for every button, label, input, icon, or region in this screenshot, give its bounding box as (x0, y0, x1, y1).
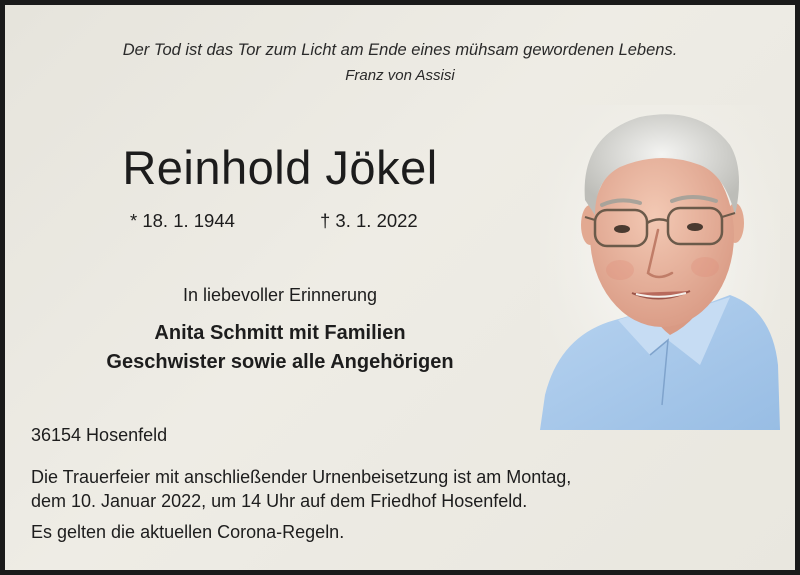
portrait-illustration (540, 105, 780, 430)
mourner-line: Geschwister sowie alle Angehörigen (106, 351, 454, 373)
death-date: † 3. 1. 2022 (320, 210, 418, 231)
portrait-photo (540, 105, 780, 430)
location: 36154 Hosenfeld (31, 425, 168, 445)
mourner-line: Anita Schmitt mit Familien (154, 322, 406, 344)
corona-note: Es gelten die aktuellen Corona-Regeln. (31, 522, 345, 542)
birth-date: * 18. 1. 1944 (130, 210, 235, 231)
mourners-list (5, 319, 555, 377)
ceremony-line: dem 10. Januar 2022, um 14 Uhr auf dem Friedhof Hosenfeld. (31, 491, 528, 511)
deceased-name: Reinhold Jökel (122, 141, 438, 194)
ceremony-info (31, 465, 731, 513)
quote-text: Der Tod ist das Tor zum Licht am Ende eines mühsam gewordenen Lebens. (122, 41, 678, 59)
quote-author: Franz von Assisi (345, 67, 455, 84)
ceremony-line: Die Trauerfeier mit anschließender Urnenbeisetzung ist am Montag, (31, 467, 572, 487)
memorial-heading: In liebevoller Erinnerung (182, 285, 378, 305)
